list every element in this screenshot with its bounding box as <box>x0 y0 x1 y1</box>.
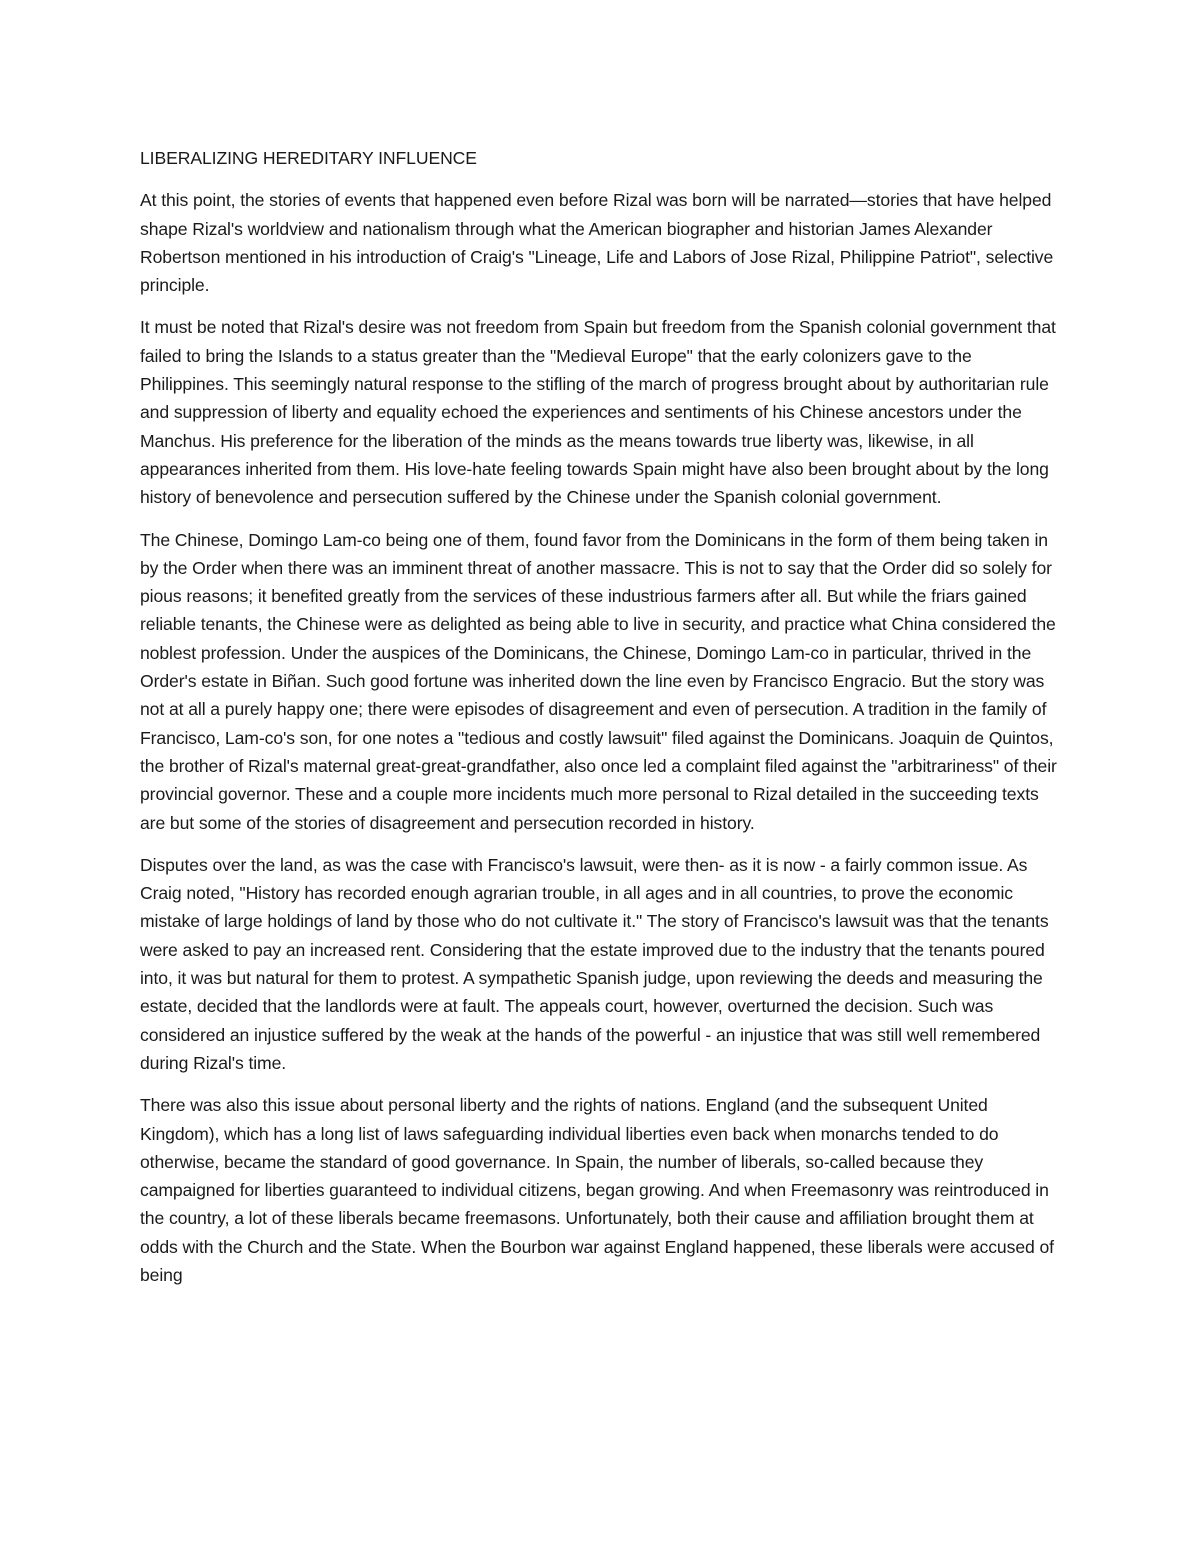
document-title: LIBERALIZING HEREDITARY INFLUENCE <box>140 148 477 168</box>
paragraph-3: The Chinese, Domingo Lam-co being one of them, found favor from the Dominicans in the form of them being taken in by the Order when there was an imminent threat of another massacre. This is not to say that the Order did so solely for pious reasons; it benefited greatly from the services of these industrious farmers after all. But while the friars gained reliable tenants, the Chinese were as delighted as being able to live in security, and practice what China considered the noblest profession. Under the auspices of the Dominicans, the Chinese, Domingo Lam-co in particular, thrived in the Order's estate in Biñan. Such good fortune was inherited down the line even by Francisco Engracio. But the story was not at all a purely happy one; there were episodes of disagreement and even of persecution. A tradition in the family of Francisco, Lam-co's son, for one notes a "tedious and costly lawsuit" filed against the Dominicans. Joaquin de Quintos, the brother of Rizal's maternal great-great-grandfather, also once led a complaint filed against the "arbitrariness" of their provincial governor. These and a couple more incidents much more personal to Rizal detailed in the succeeding texts are but some of the stories of disagreement and persecution recorded in history. <box>140 529 1057 833</box>
paragraph-2: It must be noted that Rizal's desire was not freedom from Spain but freedom from the Spanish colonial government that failed to bring the Islands to a status greater than the "Medieval Europe" that the early colonizers gave to the Philippines. This seemingly natural response to the stifling of the march of progress brought about by authoritarian rule and suppression of liberty and equality echoed the experiences and sentiments of his Chinese ancestors under the Manchus. His preference for the liberation of the minds as the means towards true liberty was, likewise, in all appearances inherited from them. His love-hate feeling towards Spain might have also been brought about by the long history of benevolence and persecution suffered by the Chinese under the Spanish colonial government. <box>140 317 1056 508</box>
paragraph-4: Disputes over the land, as was the case with Francisco's lawsuit, were then- as it is now - a fairly common issue. As Craig noted, "History has recorded enough agrarian trouble, in all ages and in all countries, to prove the economic mistake of large holdings of land by those who do not cultivate it." The story of Francisco's lawsuit was that the tenants were asked to pay an increased rent. Considering that the estate improved due to the industry that the tenants poured into, it was but natural for them to protest. A sympathetic Spanish judge, upon reviewing the deeds and measuring the estate, decided that the landlords were at fault. The appeals court, however, overturned the decision. Such was considered an injustice suffered by the weak at the hands of the powerful - an injustice that was still well remembered during Rizal's time. <box>140 854 1049 1073</box>
paragraph-1: At this point, the stories of events that happened even before Rizal was born will be narrated—stories that have helped shape Rizal's worldview and nationalism through what the American biographer and historian James Alexander Robertson mentioned in his introduction of Craig's "Lineage, Life and Labors of Jose Rizal, Philippine Patriot", selective principle. <box>140 190 1054 296</box>
document-body <box>140 144 1060 1303</box>
paragraph-5: There was also this issue about personal liberty and the rights of nations. England (and the subsequent United Kingdom), which has a long list of laws safeguarding individual liberties even back when monarchs tended to do otherwise, became the standard of good governance. In Spain, the number of liberals, so-called because they campaigned for liberties guaranteed to individual citizens, began growing. And when Freemasonry was reintroduced in the country, a lot of these liberals became freemasons. Unfortunately, both their cause and affiliation brought them at odds with the Church and the State. When the Bourbon war against England happened, these liberals were accused of being <box>140 1095 1054 1285</box>
